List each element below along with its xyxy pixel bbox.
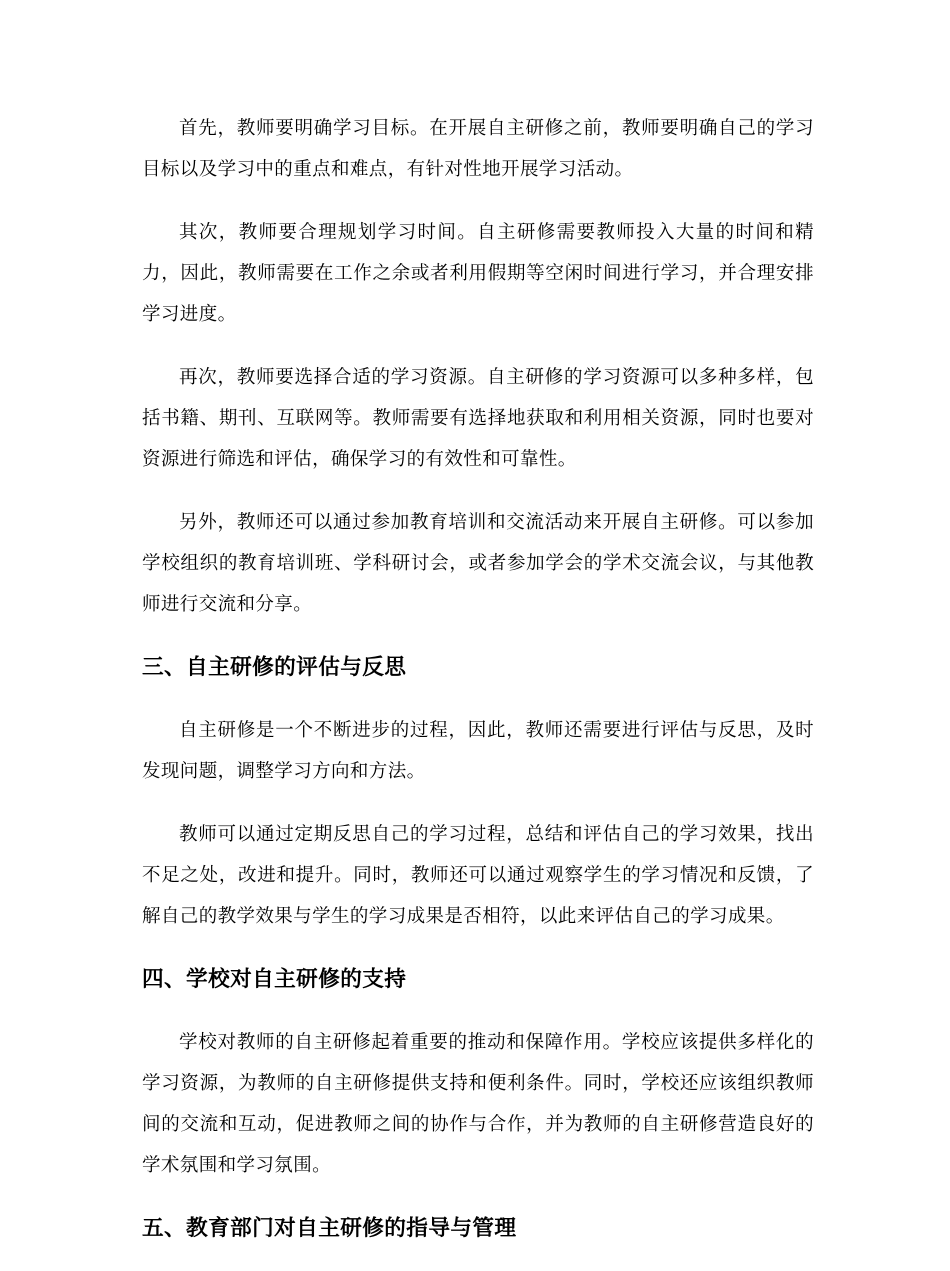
paragraph-choose-resources: 再次，教师要选择合适的学习资源。自主研修的学习资源可以多种多样，包括书籍、期刊、互联网等。教师需要有选择地获取和利用相关资源，同时也要对资源进行筛选和评估，确保学习的有效性和可靠性。: [142, 367, 814, 470]
document-body: [142, 108, 814, 1271]
paragraph-reflection-methods: 教师可以通过定期反思自己的学习过程，总结和评估自己的学习效果，找出不足之处，改进和提升。同时，教师还可以通过观察学生的学习情况和反馈，了解自己的教学效果与学生的学习成果是否相符，以此来评估自己的学习成果。: [142, 824, 814, 927]
paragraph-evaluation-intro: 自主研修是一个不断进步的过程，因此，教师还需要进行评估与反思，及时发现问题，调整学习方向和方法。: [142, 720, 814, 782]
paragraph-school-support: 学校对教师的自主研修起着重要的推动和保障作用。学校应该提供多样化的学习资源，为教师的自主研修提供支持和便利条件。同时，学校还应该组织教师间的交流和互动，促进教师之间的协作与合作，并为教师的自主研修营造良好的学术氛围和学习氛围。: [142, 1032, 814, 1176]
section-heading-evaluation: 三、自主研修的评估与反思: [142, 655, 407, 680]
paragraph-training-exchange: 另外，教师还可以通过参加教育培训和交流活动来开展自主研修。可以参加学校组织的教育培训班、学科研讨会，或者参加学会的学术交流会议，与其他教师进行交流和分享。: [142, 512, 814, 615]
section-heading-school-support: 四、学校对自主研修的支持: [142, 967, 407, 992]
paragraph-plan-time: 其次，教师要合理规划学习时间。自主研修需要教师投入大量的时间和精力，因此，教师需要在工作之余或者利用假期等空闲时间进行学习，并合理安排学习进度。: [142, 222, 814, 325]
section-heading-department-guidance: 五、教育部门对自主研修的指导与管理: [142, 1216, 517, 1241]
paragraph-clarify-goals: 首先，教师要明确学习目标。在开展自主研修之前，教师要明确自己的学习目标以及学习中的重点和难点，有针对性地开展学习活动。: [142, 118, 814, 180]
